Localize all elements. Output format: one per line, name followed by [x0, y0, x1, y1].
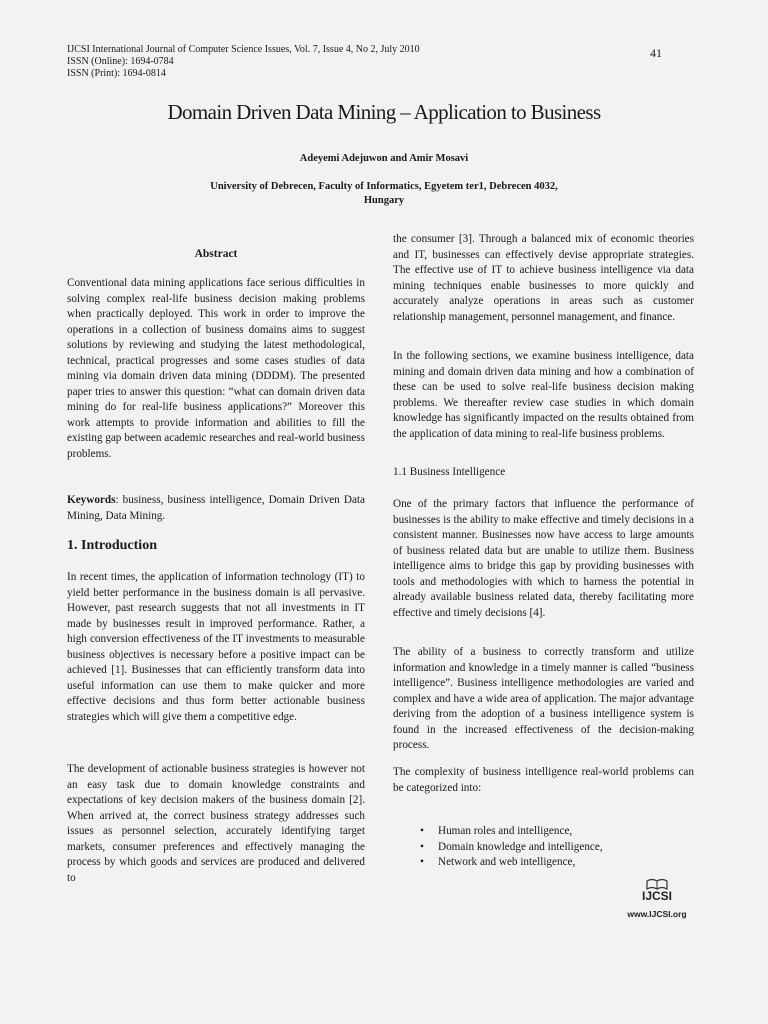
- authors: Adeyemi Adejuwon and Amir Mosavi: [299, 153, 469, 164]
- keywords-text: : business, business intelligence, Domain Driven Data Mining, Data Mining.: [67, 494, 365, 522]
- abstract-text: [67, 276, 365, 462]
- list-item: [420, 840, 603, 856]
- bi-paragraph-2: [393, 645, 694, 754]
- logo-text: IJCSI: [641, 889, 672, 903]
- bi-paragraph-3: [393, 765, 694, 796]
- ijcsi-logo: [622, 878, 692, 919]
- keywords: [67, 493, 365, 524]
- issn-print: ISSN (Print): 1694-0814: [67, 68, 166, 79]
- list-item: [420, 824, 603, 840]
- subsection-heading-business-intelligence: 1.1 Business Intelligence: [393, 466, 506, 478]
- bi-paragraph-1: [393, 497, 694, 621]
- list-item-text: Network and web intelligence,: [438, 856, 576, 868]
- list-item: [420, 855, 603, 871]
- journal-line: IJCSI International Journal of Computer Science Issues, Vol. 7, Issue 4, No 2, July 2010: [67, 44, 420, 55]
- intro-text-2: The development of actionable business strategies is however not an easy task due to domain knowledge constraints and expectations of key decision makers of the business domain [2]. When arrived at, the correct business strategy addresses such issues as personnel selection, accurately identifying target markets, consumer preferences and effectively managing the process by which goods and services are produced and delivered to: [67, 763, 365, 884]
- list-item-text: Human roles and intelligence,: [438, 825, 573, 837]
- section-heading-introduction: 1. Introduction: [67, 538, 157, 553]
- bi-text-3: The complexity of business intelligence real-world problems can be categorized into:: [393, 766, 694, 794]
- abstract-paragraph: Conventional data mining applications face serious difficulties in solving complex real-life business decision making problems when practically deployed. This work in order to improve the operations in a collection of business domains aims to suggest solutions by reviewing and studying the latest methodological, technical, practical progresses and some cases studies of data mining via domain driven data mining (DDDM). The presented paper tries to answer this question: “what can domain driven data mining do for real-life business applications?” Moreover this work attempts to provide information and abilities to fill the existing gap between academic researches and real-world business problems.: [67, 277, 365, 460]
- keywords-label: Keywords: [67, 494, 116, 506]
- issn-online: ISSN (Online): 1694-0784: [67, 56, 174, 67]
- list-item-text: Domain knowledge and intelligence,: [438, 840, 603, 853]
- affiliation: [180, 180, 588, 208]
- bi-text-2: The ability of a business to correctly transform and utilize information and knowledge in a timely manner is called “business intelligence”. Business intelligence methodologies are varied and complex and have a wide area of application. The major advantage deriving from the adoption of a business intelligence system is found in the increased effectiveness of the decision-making process.: [393, 646, 694, 751]
- bullet-list: [420, 824, 603, 871]
- bi-text-1: One of the primary factors that influence the performance of businesses is the ability to make effective and timely decisions in a consistent manner. Businesses now have access to large amounts of business related data but are unable to utilize them. Business intelligence aims to bridge this gap by providing businesses with tools and methodologies with which to harness the potential in already available business related data, thereby facilitating more effective and timely decisions [4].: [393, 498, 694, 619]
- affiliation-line1: University of Debrecen, Faculty of Informatics, Egyetem ter1, Debrecen 4032,: [210, 181, 558, 192]
- continued-text: the consumer [3]. Through a balanced mix of economic theories and IT, businesses can effectively devise appropriate strategies. The effective use of IT to achieve business intelligence via data mining techniques enable businesses to more quickly and accurately analyze operations in areas such as customer relationship management, personnel management, and finance.: [393, 233, 694, 323]
- following-sections-paragraph: [393, 349, 694, 442]
- intro-paragraph-2: [67, 762, 365, 886]
- page-number: 41: [650, 46, 662, 60]
- bullet-icon: •: [420, 840, 424, 853]
- following-sections-text: In the following sections, we examine business intelligence, data mining and domain driven data mining and how a combination of these can be used to solve real-life business decision making problems. We thereafter review case studies in which domain knowledge has significantly impacted on the results obtained from the application of data mining to real-life business problems.: [393, 350, 694, 440]
- bullet-icon: •: [420, 825, 424, 837]
- logo-url: www.IJCSI.org: [627, 909, 687, 919]
- intro-text-1: In recent times, the application of information technology (IT) to yield better performance in the business domain is all pervasive. However, past research suggests that not all investments in IT made by businesses result in improved performance. Rather, a high conversion effectiveness of the IT investments to measurable business objectives is necessary before a positive impact can be achieved [1]. Businesses that can efficiently transform data into useful information can use them to make quicker and more effective decisions and thus form better actionable business strategies which will give them a competitive edge.: [67, 571, 365, 723]
- journal-header: [67, 44, 420, 80]
- paper-title: Domain Driven Data Mining – Application to Business: [167, 100, 601, 124]
- affiliation-line2: Hungary: [363, 195, 405, 206]
- intro-paragraph-1: [67, 570, 365, 725]
- bullet-icon: •: [420, 856, 424, 868]
- abstract-heading: Abstract: [194, 248, 238, 260]
- continued-paragraph: [393, 232, 694, 325]
